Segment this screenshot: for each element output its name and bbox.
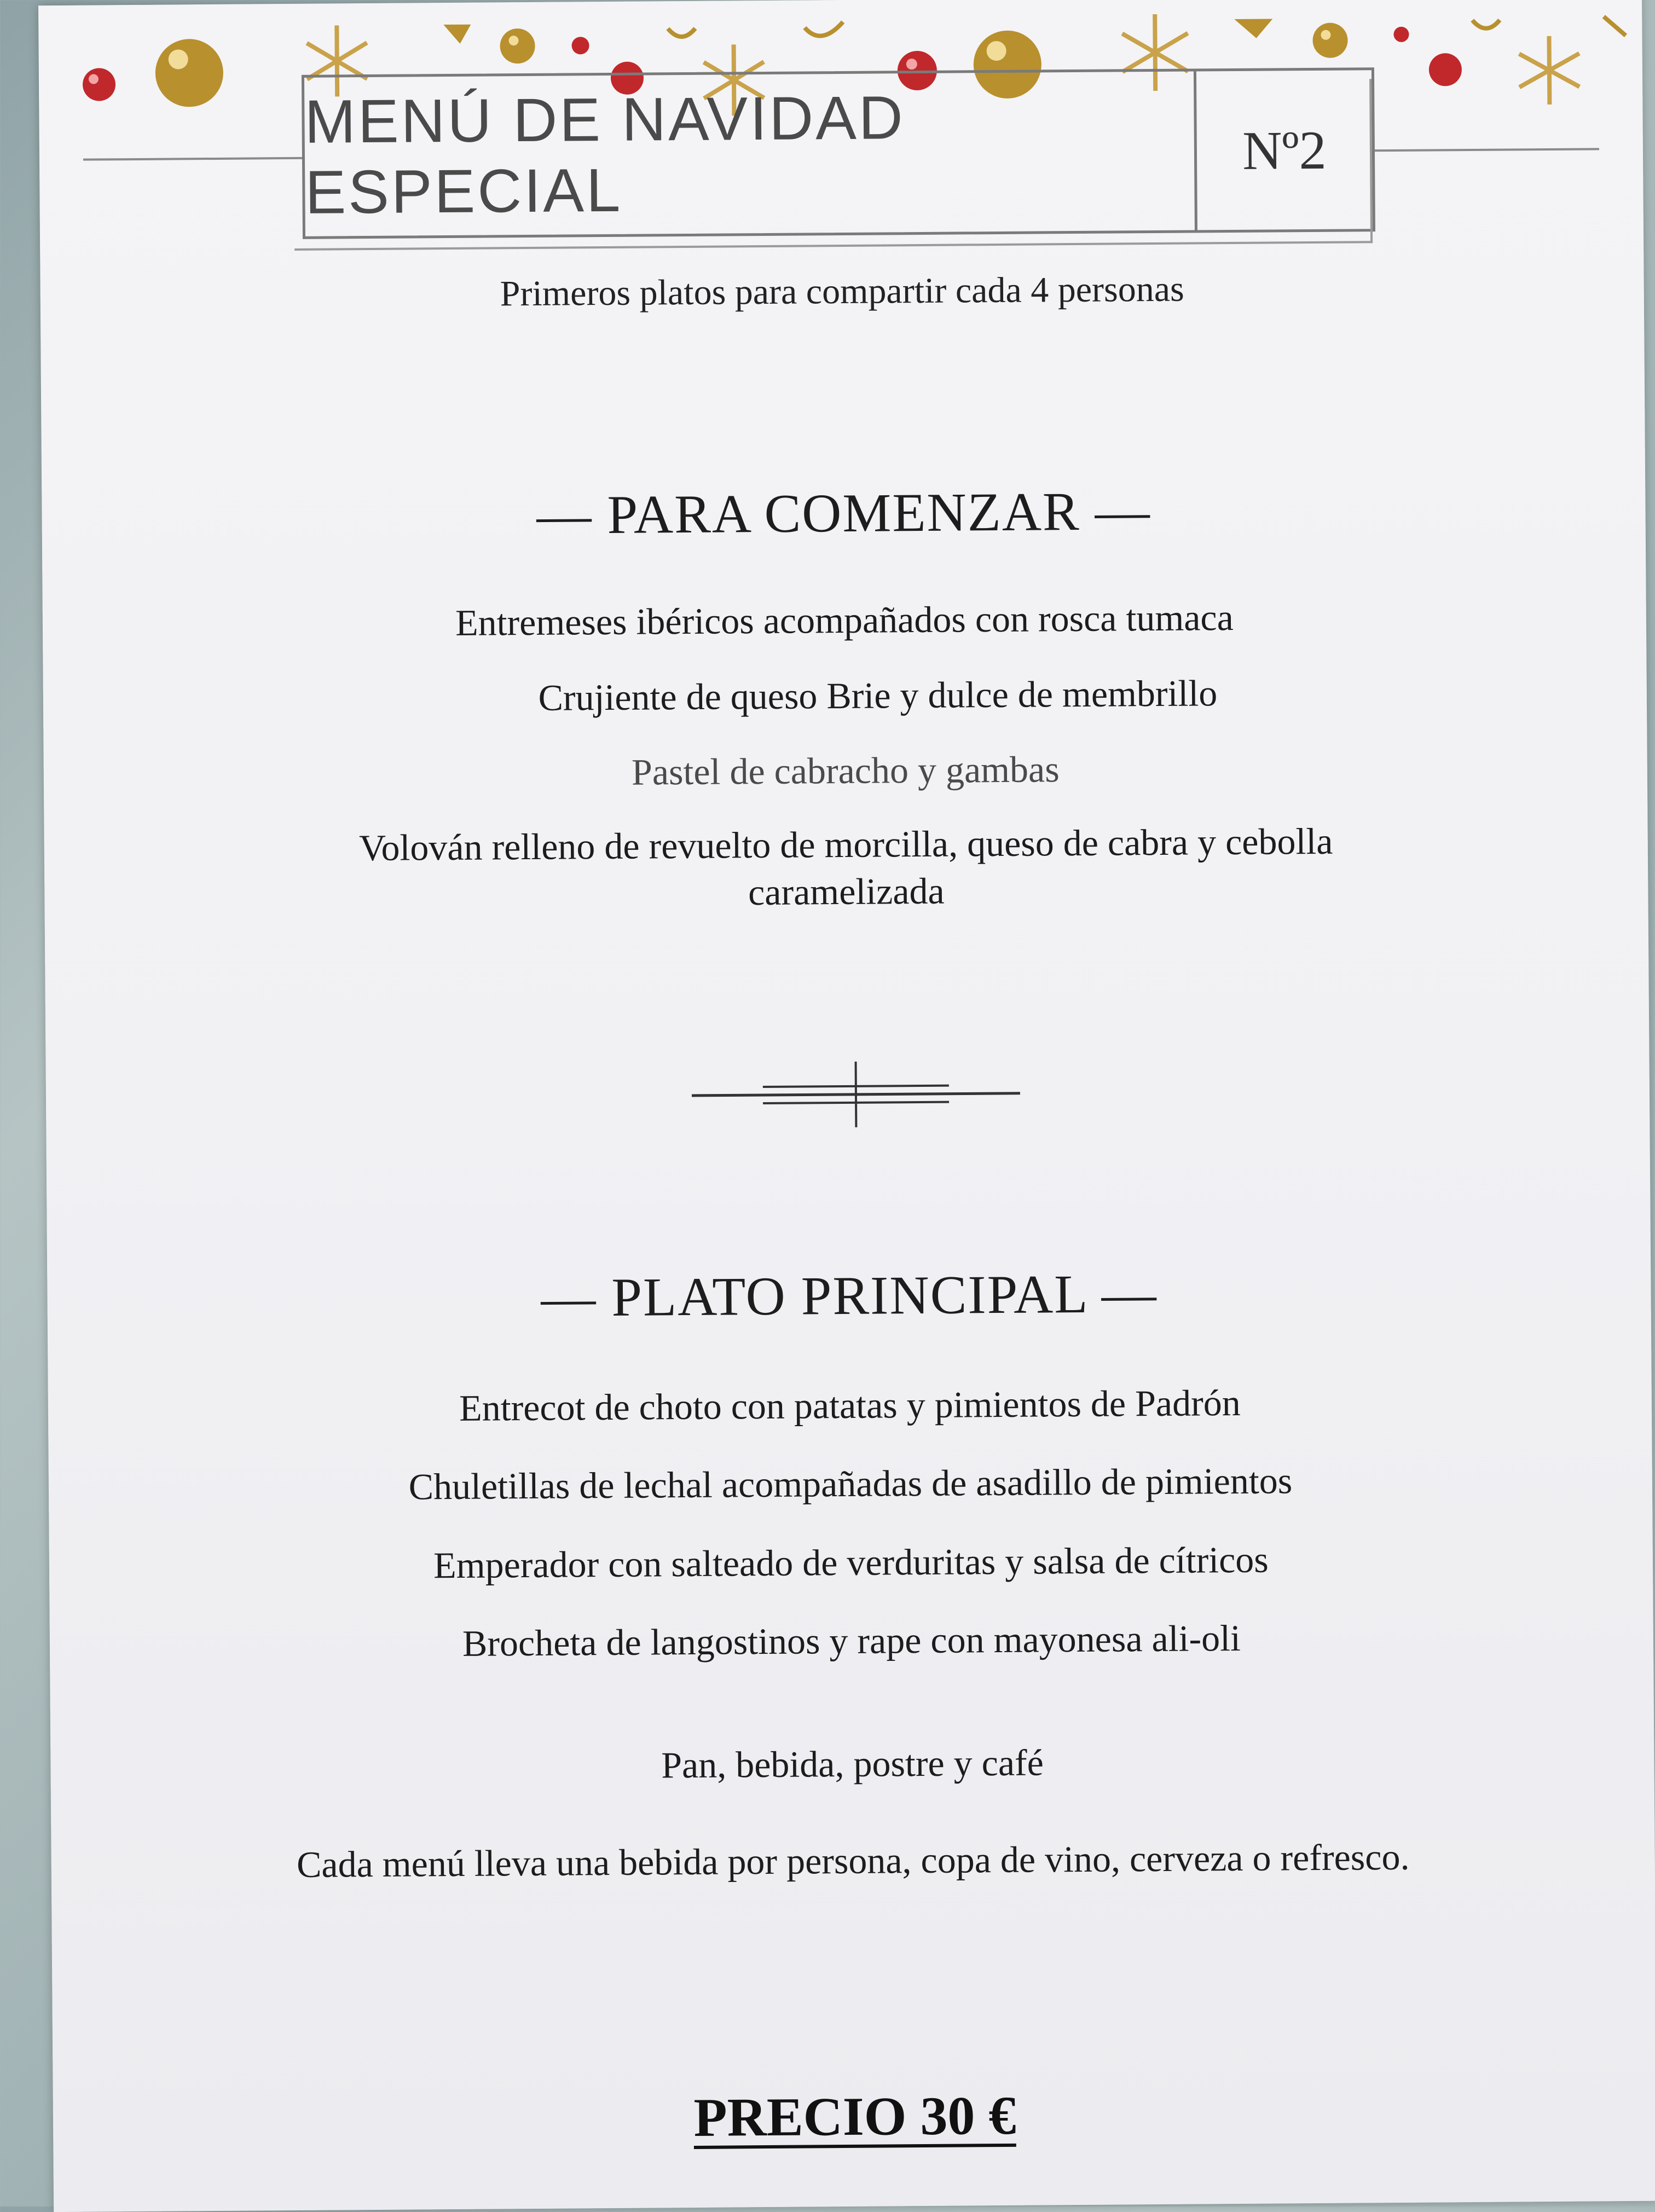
list-item: caramelizada (748, 870, 945, 913)
menu-number: Nº2 (1242, 119, 1327, 181)
star-icon (805, 22, 843, 36)
bauble-icon (1393, 27, 1409, 42)
list-item: Pastel de cabracho y gambas (631, 748, 1060, 793)
bauble-icon (1312, 23, 1347, 58)
header-rule-right (1375, 148, 1599, 152)
drink-note: Cada menú lleva una bebida por persona, copa de vino, cerveza o refresco. (296, 1835, 1410, 1886)
list-item: Entremeses ibéricos acompañados con rosca tumaca (455, 597, 1234, 644)
bauble-icon (83, 68, 115, 101)
bauble-icon (500, 28, 535, 63)
menu-price: PRECIO 30 € (693, 2084, 1016, 2148)
includes-note: Pan, bebida, postre y café (661, 1741, 1044, 1786)
header-rule-left (83, 157, 302, 161)
star-icon (1472, 20, 1500, 28)
list-item: Emperador con salteado de verduritas y salsa de cítricos (433, 1538, 1269, 1586)
bauble-icon (155, 39, 223, 107)
menu-subtitle: Primeros platos para compartir cada 4 personas (500, 269, 1184, 314)
menu-title: MENÚ DE NAVIDAD ESPECIAL (304, 71, 1197, 236)
bauble-icon (1429, 53, 1462, 86)
bauble-icon (571, 37, 589, 54)
title-frame (302, 67, 1375, 239)
section-divider (692, 1058, 1021, 1131)
star-icon (1604, 16, 1625, 36)
list-item: Volován relleno de revuelto de morcilla, queso de cabra y cebolla (358, 820, 1333, 869)
list-item: Chuletillas de lechal acompañadas de asadillo de pimientos (408, 1460, 1293, 1508)
star-icon (443, 25, 471, 44)
list-item: Entrecot de choto con patatas y pimientos de Padrón (459, 1381, 1241, 1429)
menu-sheet (38, 0, 1655, 2212)
list-item: Crujiente de queso Brie y dulce de membrillo (538, 672, 1218, 719)
mains-heading: — PLATO PRINCIPAL — (541, 1263, 1158, 1328)
star-icon (668, 28, 695, 37)
list-item: Brocheta de langostinos y rape con mayonesa ali-oli (462, 1617, 1241, 1664)
star-icon (1234, 19, 1272, 38)
snowflake-icon (1519, 36, 1579, 105)
starters-heading: — PARA COMENZAR — (536, 480, 1151, 546)
